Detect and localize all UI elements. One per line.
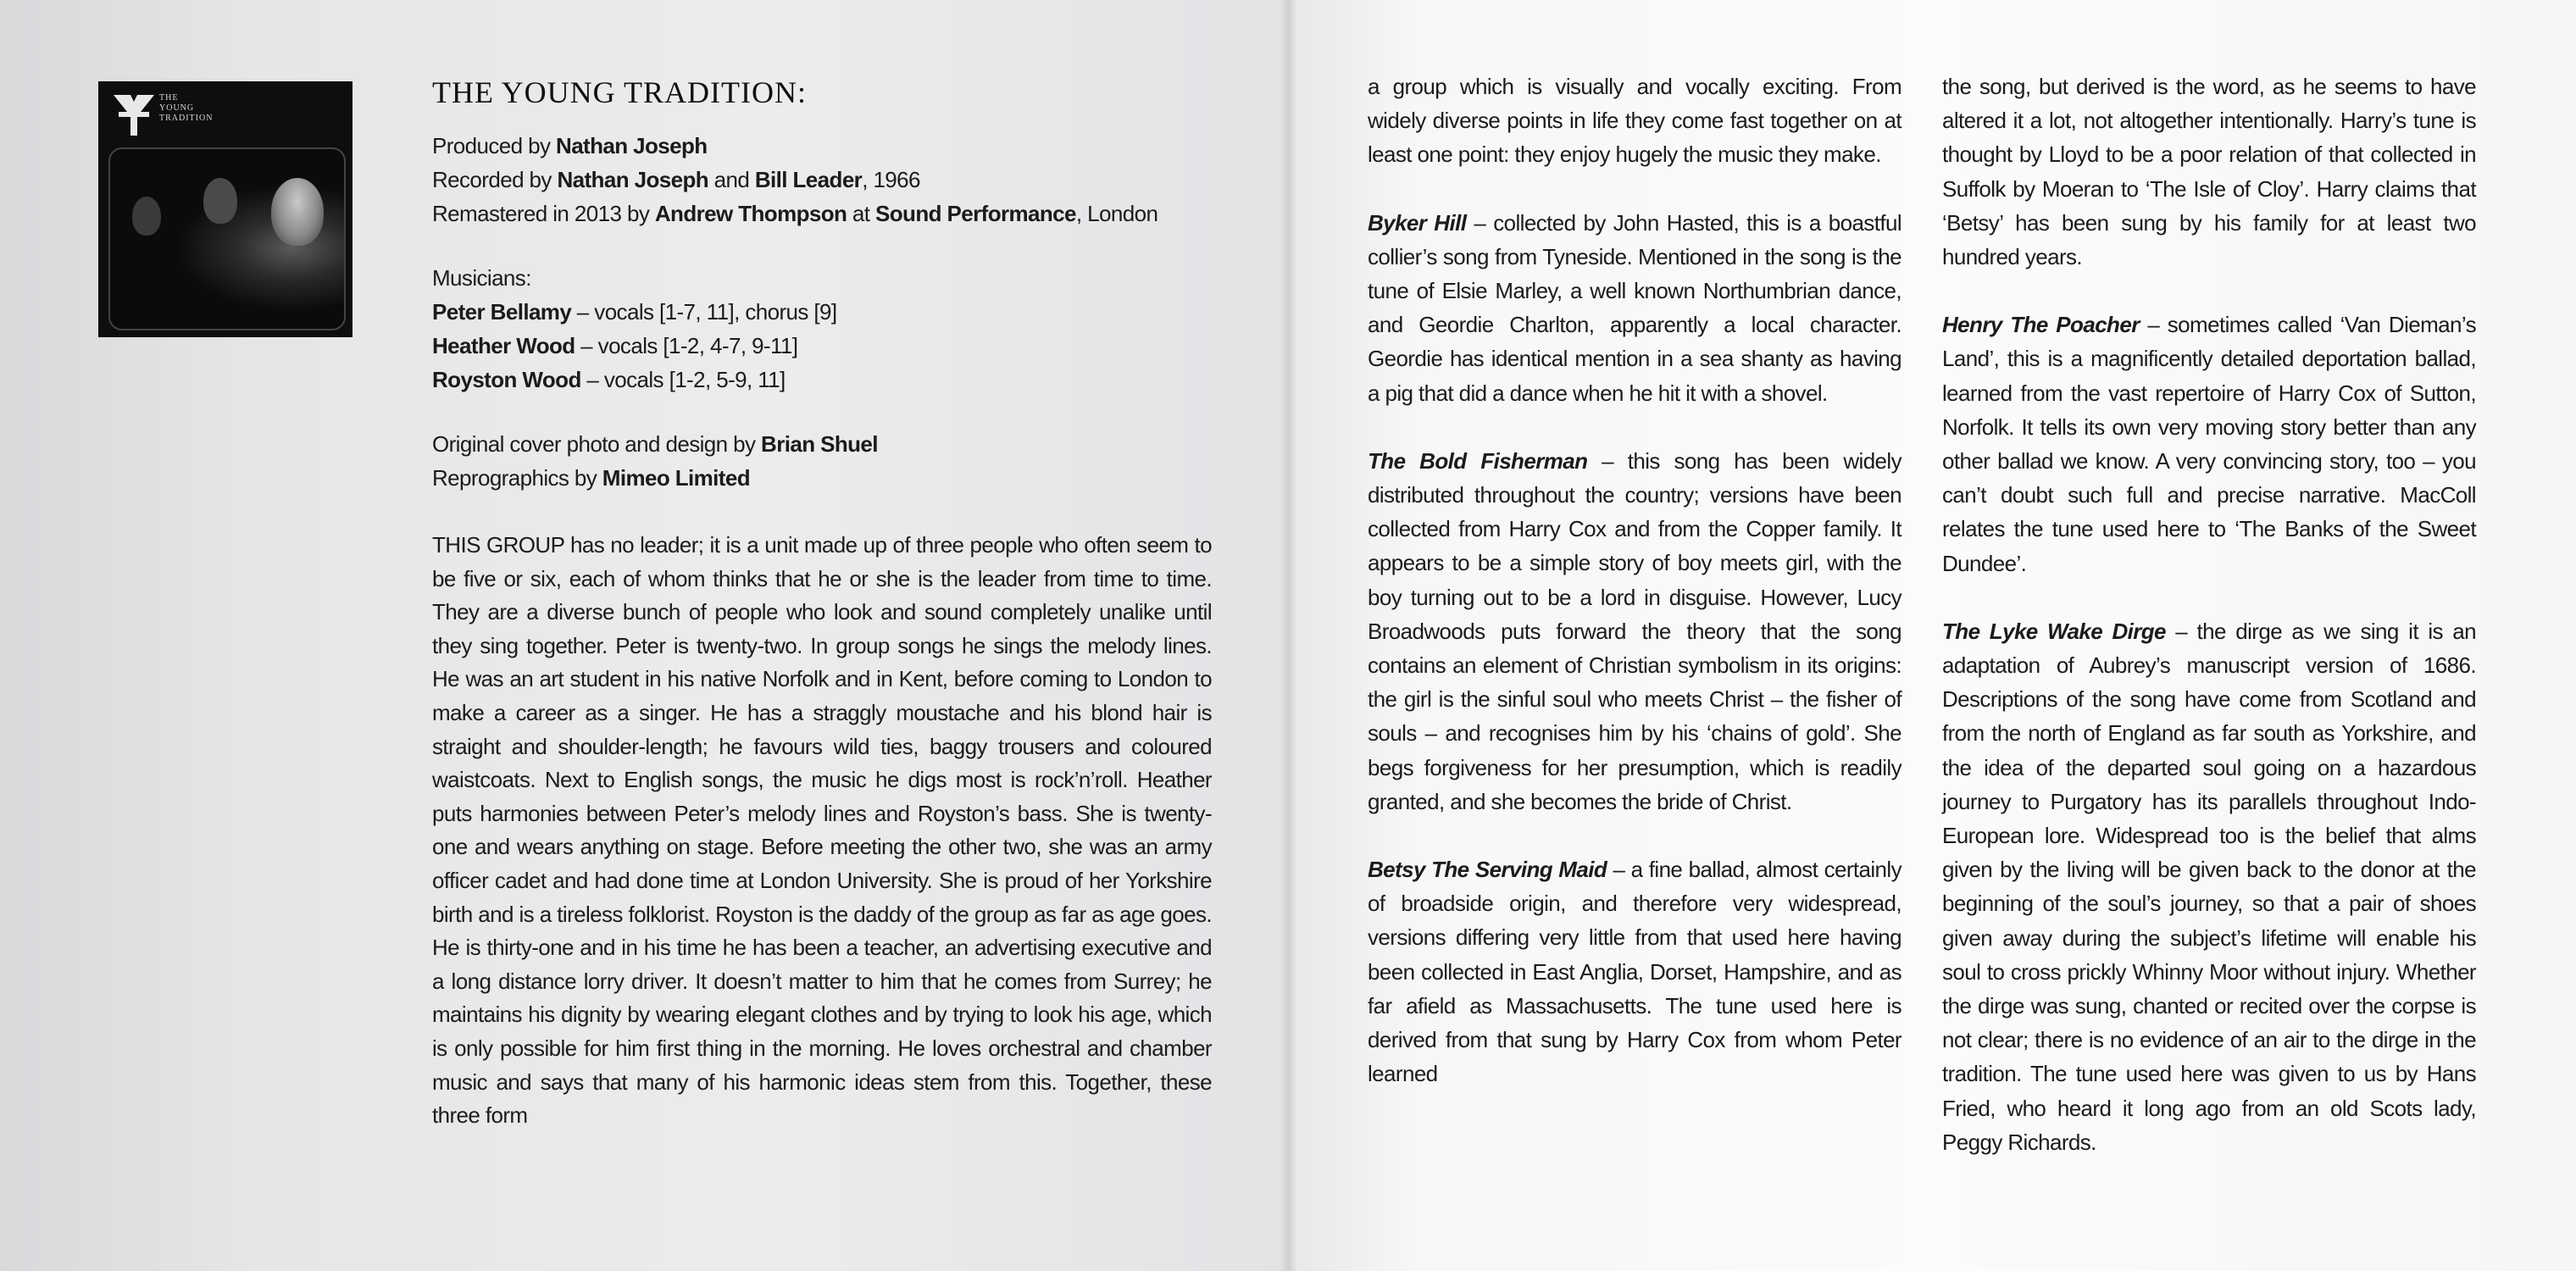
production-credits	[432, 129, 1212, 495]
song-note	[1942, 308, 2476, 580]
song-note	[1368, 852, 1901, 1091]
cover-logo-text: THE YOUNG TRADITION	[159, 93, 214, 123]
cover-credit-prefix: Original cover photo and design by	[432, 431, 762, 457]
song-title: Betsy The Serving Maid	[1368, 857, 1607, 883]
song-title: The Bold Fisherman	[1368, 447, 1588, 474]
portrait-face-2	[203, 178, 237, 224]
album-cover-image	[98, 81, 353, 337]
recorded-prefix: Recorded by	[432, 167, 558, 192]
credits-block	[432, 75, 1212, 1155]
continued-paragraph: a group which is visually and vocally exciting. From widely diverse points in life they come fast together on at least one point: they enjoy hugely the music they make.	[1368, 74, 1901, 168]
recorder-name-2: Bill Leader	[754, 167, 863, 192]
musician-line	[432, 295, 1212, 329]
continued-paragraph: the song, but derived is the word, as he seems to have altered it a lot, not altogether intentionally. Harry’s tune is thought by Lloyd to be a poor relation of that collected in Suffolk by Moeran to ‘The Isle of Cloy’. Harry claims that ‘Betsy’ has been sung by his family for at least two hundred years.	[1942, 74, 2476, 270]
produced-line	[432, 129, 1212, 163]
notes-column-2	[1942, 69, 2476, 1193]
portrait-face-1	[132, 197, 161, 236]
musician-name: Heather Wood	[432, 333, 575, 358]
group-intro-paragraph: THIS GROUP has no leader; it is a unit made up of three people who often seem to be five or six, each of whom thinks that he or she is the leader from time to time. They are a diverse bunch of people who look and sound completely unalike until they sing together. Peter is twenty-two. In group songs he sings the melody lines. He was an art student in his native Norfolk and in Kent, before coming to London to make a career as a singer. He has a straggly moustache and his blond hair is straight and shoulder-length; he favours wild ties, baggy trousers and coloured waistcoats. Next to English songs, the music he digs most is rock’n’roll. Heather puts harmonies between Peter’s melody lines and Royston’s bass. She is twenty-one and wears anything on stage. Before meeting the other two, she was an army officer cadet and had done time at London University. She is proud of her Yorkshire birth and is a tireless folklorist. Royston is the daddy of the group as far as age goes. He is thirty-one and in his time he has been a teacher, an advertising executive and a long distance lorry driver. It doesn’t matter to him that he comes from Surrey; he maintains his dignity by wearing elegant clothes and by trying to look his age, which is only possible for him first thing in the morning. He loves orchestral and chamber music and says that many of his harmonic ideas stem from this. Together, these three form	[432, 532, 1212, 1129]
song-title: Byker Hill	[1368, 209, 1467, 236]
song-note	[1942, 614, 2476, 1159]
song-description: – sometimes called ‘Van Dieman’s Land’, this is a magnificently detailed deportation ballad, learned from the vast repertoire of Harry Cox of Sutton, Norfolk. It tells its own very moving story better than any other ballad we know. A very convincing story, too – you can’t doubt such full and precise narrative. MacColl relates the tune used here to ‘The Banks of the Sweet Dundee’.	[1942, 312, 2476, 576]
booklet-spine	[1280, 0, 1298, 1271]
musician-name: Royston Wood	[432, 367, 581, 392]
musician-line	[432, 329, 1212, 363]
song-title: The Lyke Wake Dirge	[1942, 618, 2166, 644]
band-logo-icon	[112, 92, 156, 139]
remastered-place: , London	[1075, 201, 1158, 226]
remastered-at: at	[847, 201, 876, 226]
song-description: – this song has been widely distributed throughout the country; versions have been collected from Harry Cox and from the Copper family. It appears to be a simple story of boy meets girl, with the boy turning out to be a lord in disguise. However, Lucy Broadwoods puts forward the theory that the song contains an element of Christian symbolism in its origins: the girl is the sinful soul who meets Christ – the fisher of souls – and recognises him by his ‘chains of gold’. She begs forgiveness for her presumption, which is readily granted, and she becomes the bride of Christ.	[1368, 447, 1901, 814]
recorded-year: , 1966	[862, 167, 920, 192]
recorded-and: and	[708, 167, 755, 192]
remaster-studio: Sound Performance	[875, 201, 1076, 226]
repro-credit-line	[432, 461, 1212, 495]
produced-prefix: Produced by	[432, 133, 557, 158]
song-note	[1368, 206, 1901, 410]
remastered-prefix: Remastered in 2013 by	[432, 201, 655, 226]
cover-photo	[108, 147, 346, 330]
song-note	[1368, 444, 1901, 819]
portrait-face-3	[271, 178, 324, 246]
remastered-line	[432, 197, 1212, 230]
musician-role: – vocals [1-7, 11], chorus [9]	[571, 299, 837, 325]
recorder-name-1: Nathan Joseph	[557, 167, 709, 192]
song-title: Henry The Poacher	[1942, 312, 2140, 338]
song-description: – collected by John Hasted, this is a boastful collier’s song from Tyneside. Mentioned in the song is the tune of Elsie Marley, a well known Northumbrian dance, and Geordie Charlton, apparently a local character. Geordie has identical mention in a sea shanty as having a pig that did a dance when he hit it with a shovel.	[1368, 209, 1901, 406]
song-description: – the dirge as we sing it is an adaptation of Aubrey’s manuscript version of 1686. Descriptions of the song have come from Scotland and from the north of England as far south as Yorkshire, and the idea of the departed soul going on a hazardous journey to Purgatory has its parallels throughout Indo-European lore. Widespread too is the belief that alms given by the living will be given back to the donor at the beginning of the soul’s journey, so that a pair of shoes given away during the subject’s lifetime will enable his soul to cross prickly Whinny Moor without injury. Whether the dirge was sung, chanted or recited over the corpse is not clear; there is no evidence of an air to the dirge in the tradition. The tune used here was given to us by Hans Fried, who heard it long ago from an old Scots lady, Peggy Richards.	[1942, 618, 2476, 1155]
musician-role: – vocals [1-2, 4-7, 9-11]	[575, 333, 798, 358]
musician-name: Peter Bellamy	[432, 299, 572, 325]
recorded-line	[432, 163, 1212, 197]
musician-line	[432, 363, 1212, 397]
musicians-label: Musicians:	[432, 265, 531, 291]
cover-credit-name: Brian Shuel	[761, 431, 878, 457]
song-description: – a fine ballad, almost certainly of broadside origin, and therefore very widespread, versions differing very little from that used here having been collected in East Anglia, Dorset, Hampshire, and as far afield as Massachusetts. The tune used here is derived from that sung by Harry Cox from whom Peter learned	[1368, 857, 1901, 1087]
musician-role: – vocals [1-2, 5-9, 11]	[580, 367, 786, 392]
producer-name: Nathan Joseph	[556, 133, 708, 158]
album-heading: THE YOUNG TRADITION:	[432, 75, 807, 109]
repro-name: Mimeo Limited	[602, 465, 751, 491]
repro-prefix: Reprographics by	[432, 465, 602, 491]
cover-credit-line	[432, 427, 1212, 461]
remaster-engineer: Andrew Thompson	[654, 201, 847, 226]
notes-column-1	[1368, 69, 1901, 1124]
